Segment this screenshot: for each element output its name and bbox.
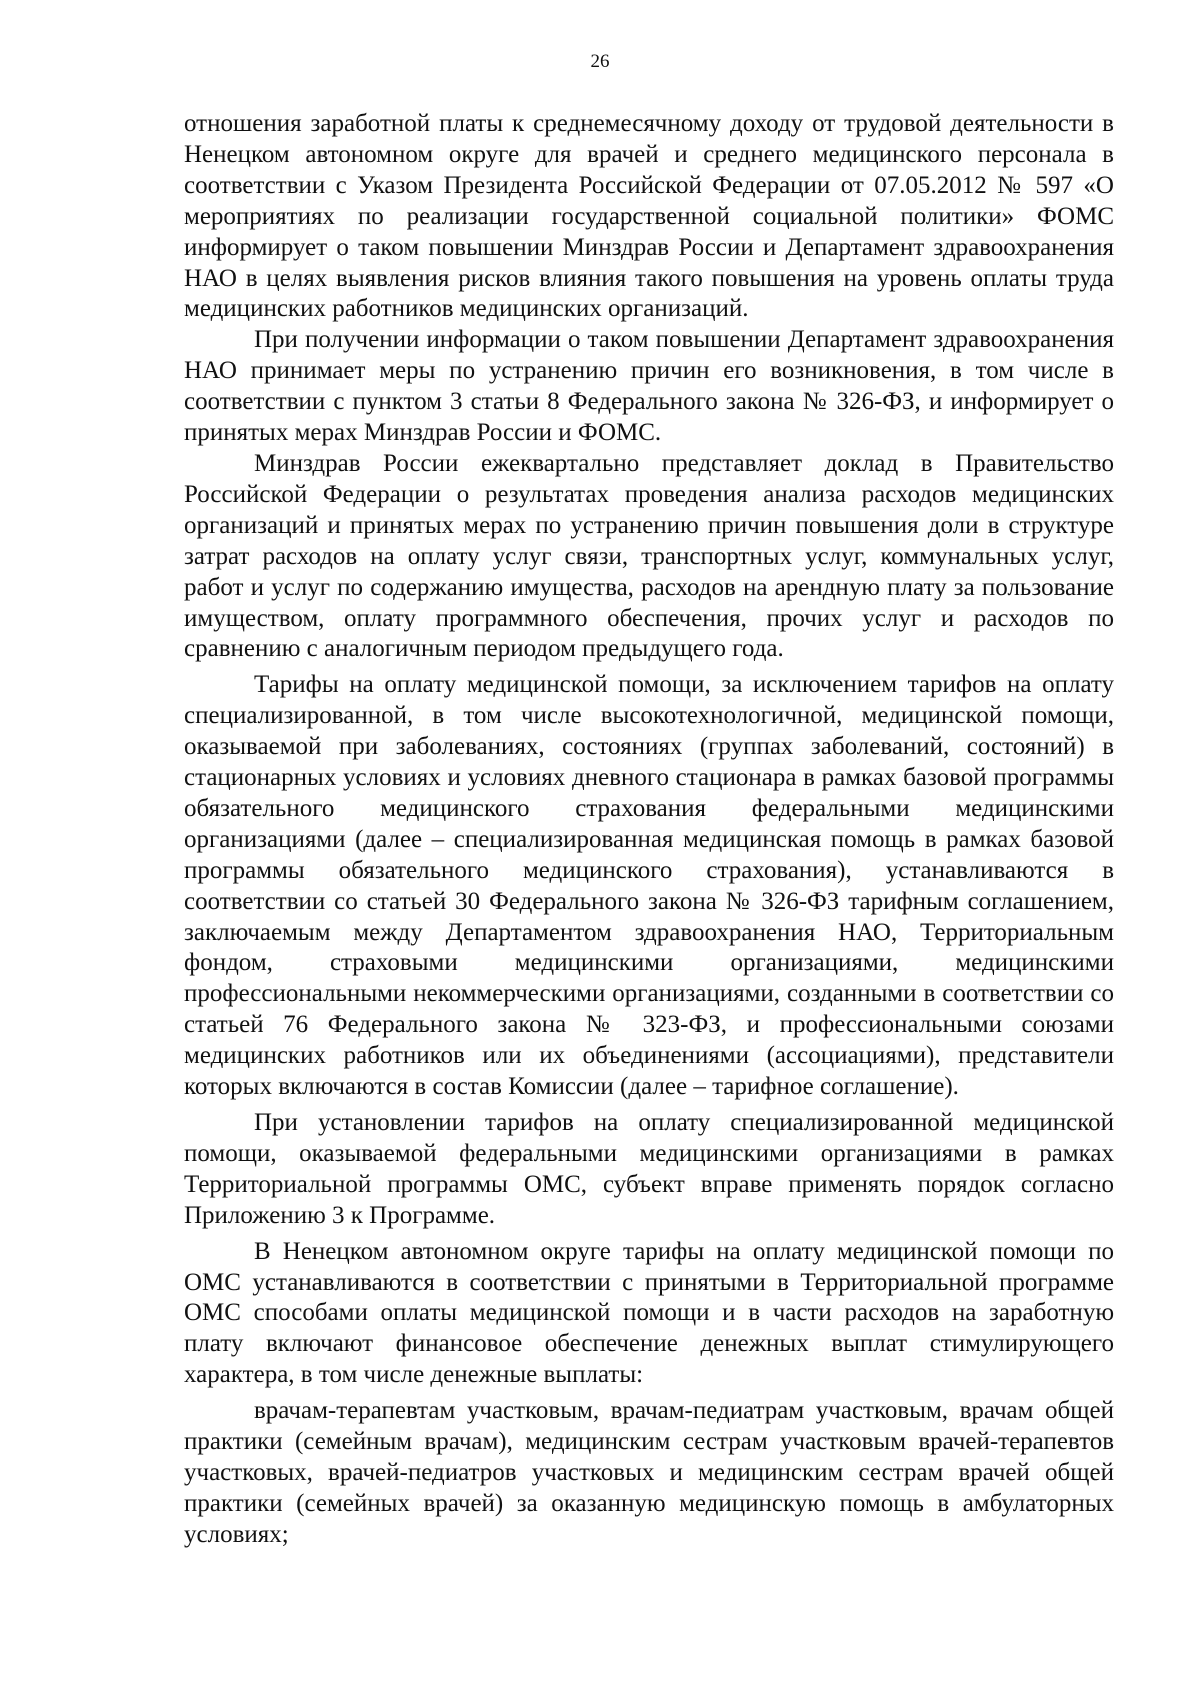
paragraph-3: Минздрав России ежеквартально представляет доклад в Правительство Российской Федерации о результатах проведения анализа расходов медицинских организаций и принятых мерах по устранению причин повышения доли в структуре затрат расходов на оплату услуг связи, транспортных услуг, коммунальных услуг, работ и услуг по содержанию имущества, расходов на арендную плату за пользование имуществом, оплату программного обеспечения, прочих услуг и расходов по сравнению с аналогичным периодом предыдущего года. — [184, 449, 1114, 663]
document-body — [184, 109, 1114, 1551]
paragraph-5: При установлении тарифов на оплату специализированной медицинской помощи, оказываемой федеральными медицинскими организациями в рамках Территориальной программы ОМС, субъект вправе применять порядок согласно Приложению 3 к Программе. — [184, 1109, 1114, 1229]
paragraph-2: При получении информации о таком повышении Департамент здравоохранения НАО принимает меры по устранению причин его возникновения, в том числе в соответствии с пунктом 3 статьи 8 Федерального закона № 326-ФЗ, и информирует о принятых мерах Минздрав России и ФОМС. — [184, 326, 1114, 447]
paragraph-4: Тарифы на оплату медицинской помощи, за исключением тарифов на оплату специализированной, в том числе высокотехнологичной, медицинской помощи, оказываемой при заболеваниях, состояниях (группах заболеваний, состояний) в стационарных условиях и условиях дневного стационара в рамках базовой программы обязательного медицинского страхования федеральными медицинскими организациями (далее – специализированная медицинская помощь в рамках базовой программы обязательного медицинского страхования), устанавливаются в соответствии со статьей 30 Федерального закона № 326-ФЗ тарифным соглашением, заключаемым между Департаментом здравоохранения НАО, Территориальным фондом, страховыми медицинскими организациями, медицинскими профессиональными некоммерческими организациями, созданными в соответствии со статьей 76 Федерального закона № 323-ФЗ, и профессиональными союзами медицинских работников или их объединениями (ассоциациями), представители которых включаются в состав Комиссии (далее – тарифное соглашение). — [184, 671, 1114, 1101]
paragraph-6: В Ненецком автономном округе тарифы на оплату медицинской помощи по ОМС устанавливаются в соответствии с принятыми в Территориальной программе ОМС способами оплаты медицинской помощи и в части расходов на заработную плату включают финансовое обеспечение денежных выплат стимулирующего характера, в том числе денежные выплаты: — [184, 1237, 1114, 1389]
paragraph-1: отношения заработной платы к среднемесячному доходу от трудовой деятельности в Ненецком автономном округе для врачей и среднего медицинского персонала в соответствии с Указом Президента Российской Федерации от 07.05.2012 № 597 «О мероприятиях по реализации государственной социальной политики» ФОМС информирует о таком повышении Минздрав России и Департамент здравоохранения НАО в целях выявления рисков влияния такого повышения на уровень оплаты труда медицинских работников медицинских организаций. — [184, 110, 1114, 323]
page-number: 26 — [590, 51, 610, 72]
paragraph-7: врачам-терапевтам участковым, врачам-педиатрам участковым, врачам общей практики (семейным врачам), медицинским сестрам участковым врачей-терапевтов участковых, врачей-педиатров участковых и медицинским сестрам врачей общей практики (семейных врачей) за оказанную медицинскую помощь в амбулаторных условиях; — [184, 1397, 1114, 1548]
